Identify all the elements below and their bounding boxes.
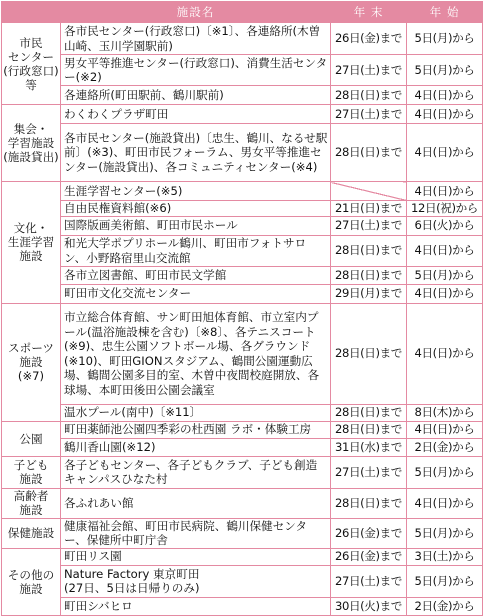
year-end-cell: 27日(土)まで (331, 105, 407, 124)
table-row (2, 421, 483, 438)
facility-cell: 自由民権資料館(※6) (61, 201, 331, 217)
facility-cell: 町田薬師池公園四季彩の杜西園 ラボ・体験工房 (61, 421, 331, 438)
table-row (2, 565, 483, 597)
year-end-cell: 28日(日)まで (331, 303, 407, 404)
table-row (2, 266, 483, 284)
header-blank-cell (2, 2, 61, 23)
table-row (2, 124, 483, 182)
category-cell: 集会・ 学習施設 (施設貸出) (2, 105, 61, 182)
new-year-cell: 4日(日)から (407, 86, 483, 105)
new-year-cell: 2日(金)から (407, 438, 483, 456)
new-year-cell: 4日(日)から (407, 488, 483, 518)
category-cell: 市民 センター (行政窓口) 等 (2, 23, 61, 105)
table-row (2, 182, 483, 201)
new-year-cell: 5日(月)から (407, 565, 483, 597)
new-year-cell: 5日(月)から (407, 55, 483, 86)
header-facility: 施設名 (61, 2, 331, 23)
year-end-closed-cell (331, 182, 407, 201)
table-row (2, 404, 483, 421)
facility-cell: 町田市文化交流センター (61, 284, 331, 303)
year-end-cell: 27日(土)まで (331, 456, 407, 488)
facility-cell: Nature Factory 東京町田 (27日、5日は日帰りのみ) (61, 565, 331, 597)
holiday-schedule-table (1, 1, 483, 616)
year-end-cell: 27日(土)まで (331, 216, 407, 235)
table-row (2, 55, 483, 86)
new-year-cell: 4日(日)から (407, 105, 483, 124)
facility-cell: 各市民センター(行政窓口)〔※1〕、各連絡所(木曽山崎、玉川学園駅前) (61, 23, 331, 55)
category-cell: その他の 施設 (2, 548, 61, 615)
table-row (2, 23, 483, 55)
category-cell: 高齢者 施設 (2, 488, 61, 518)
table-row (2, 86, 483, 105)
facility-cell: 町田シバヒロ (61, 597, 331, 615)
new-year-cell: 5日(月)から (407, 23, 483, 55)
table-row (2, 548, 483, 565)
year-end-cell: 28日(日)まで (331, 124, 407, 182)
year-end-cell: 28日(日)まで (331, 488, 407, 518)
table-row (2, 438, 483, 456)
facility-cell: 国際版画美術館、町田市民ホール (61, 216, 331, 235)
year-end-cell: 27日(土)まで (331, 565, 407, 597)
year-end-cell: 21日(日)まで (331, 201, 407, 217)
category-cell: スポーツ 施設 (※7) (2, 303, 61, 421)
facility-cell: 健康福祉会館、町田市民病院、鶴川保健センター、保健所中町庁舎 (61, 518, 331, 548)
year-end-cell: 28日(日)まで (331, 235, 407, 266)
year-end-cell: 27日(土)まで (331, 55, 407, 86)
new-year-cell: 4日(日)から (407, 124, 483, 182)
new-year-cell: 3日(土)から (407, 548, 483, 565)
year-end-cell: 28日(日)まで (331, 86, 407, 105)
new-year-cell: 5日(月)から (407, 518, 483, 548)
new-year-cell: 5日(月)から (407, 456, 483, 488)
year-end-cell: 29日(月)まで (331, 284, 407, 303)
table-body (2, 23, 483, 616)
facility-cell: 各連絡所(町田駅前、鶴川駅前) (61, 86, 331, 105)
new-year-cell: 6日(火)から (407, 216, 483, 235)
category-cell: 文化・ 生涯学習 施設 (2, 182, 61, 304)
table-row (2, 105, 483, 124)
new-year-cell: 4日(日)から (407, 182, 483, 201)
new-year-cell: 4日(日)から (407, 421, 483, 438)
year-end-cell: 28日(日)まで (331, 266, 407, 284)
new-year-cell: 12日(祝)から (407, 201, 483, 217)
table-row (2, 488, 483, 518)
facility-cell: 男女平等推進センター(行政窓口)、消費生活センター(※2) (61, 55, 331, 86)
new-year-cell: 5日(月)から (407, 266, 483, 284)
year-end-cell: 30日(火)まで (331, 597, 407, 615)
facility-cell: わくわくプラザ町田 (61, 105, 331, 124)
table-row (2, 216, 483, 235)
facility-cell: 温水プール(南中)〔※11〕 (61, 404, 331, 421)
table-row (2, 201, 483, 217)
facility-cell: 生涯学習センター(※5) (61, 182, 331, 201)
facility-cell: 市立総合体育館、サン町田旭体育館、市立室内プール(温浴施設棟を含む)〔※8〕、各テニスコート(※9)、忠生公園ソフトボール場、各グラウンド(※10)、町田GIONスタジアム、鶴間公園運動広場、鶴間公園多目的室、木曽中夜間校庭開放、各球場、本町田後田公園会議室 (61, 303, 331, 404)
facility-cell: 町田リス園 (61, 548, 331, 565)
year-end-cell: 28日(日)まで (331, 404, 407, 421)
header-row (2, 2, 483, 23)
category-cell: 保健施設 (2, 518, 61, 548)
table-row (2, 303, 483, 404)
new-year-cell: 8日(木)から (407, 404, 483, 421)
year-end-cell: 26日(金)まで (331, 23, 407, 55)
new-year-cell: 4日(日)から (407, 284, 483, 303)
table-row (2, 284, 483, 303)
header-year-end: 年 末 (331, 2, 407, 23)
table-row (2, 518, 483, 548)
facility-cell: 各市民センター(施設貸出)〔忠生、鶴川、なるせ駅前〕(※3)、町田市民フォーラム、男女平等推進センター(施設貸出)、各コミュニティセンター(※4) (61, 124, 331, 182)
year-end-cell: 28日(日)まで (331, 421, 407, 438)
facility-cell: 鶴川香山園(※12) (61, 438, 331, 456)
facility-cell: 各ふれあい館 (61, 488, 331, 518)
year-end-cell: 26日(金)まで (331, 518, 407, 548)
category-cell: 子ども 施設 (2, 456, 61, 488)
table-row (2, 597, 483, 615)
facility-cell: 各市立図書館、町田市民文学館 (61, 266, 331, 284)
category-cell: 公園 (2, 421, 61, 456)
header-new-year: 年 始 (407, 2, 483, 23)
facility-cell: 和光大学ポプリホール鶴川、町田市フォトサロン、小野路宿里山交流館 (61, 235, 331, 266)
new-year-cell: 4日(日)から (407, 235, 483, 266)
new-year-cell: 4日(日)から (407, 303, 483, 404)
table-row (2, 456, 483, 488)
new-year-cell: 2日(金)から (407, 597, 483, 615)
facility-cell: 各子どもセンター、各子どもクラブ、子ども創造キャンパスひなた村 (61, 456, 331, 488)
year-end-cell: 26日(金)まで (331, 548, 407, 565)
table-row (2, 235, 483, 266)
year-end-cell: 31日(水)まで (331, 438, 407, 456)
